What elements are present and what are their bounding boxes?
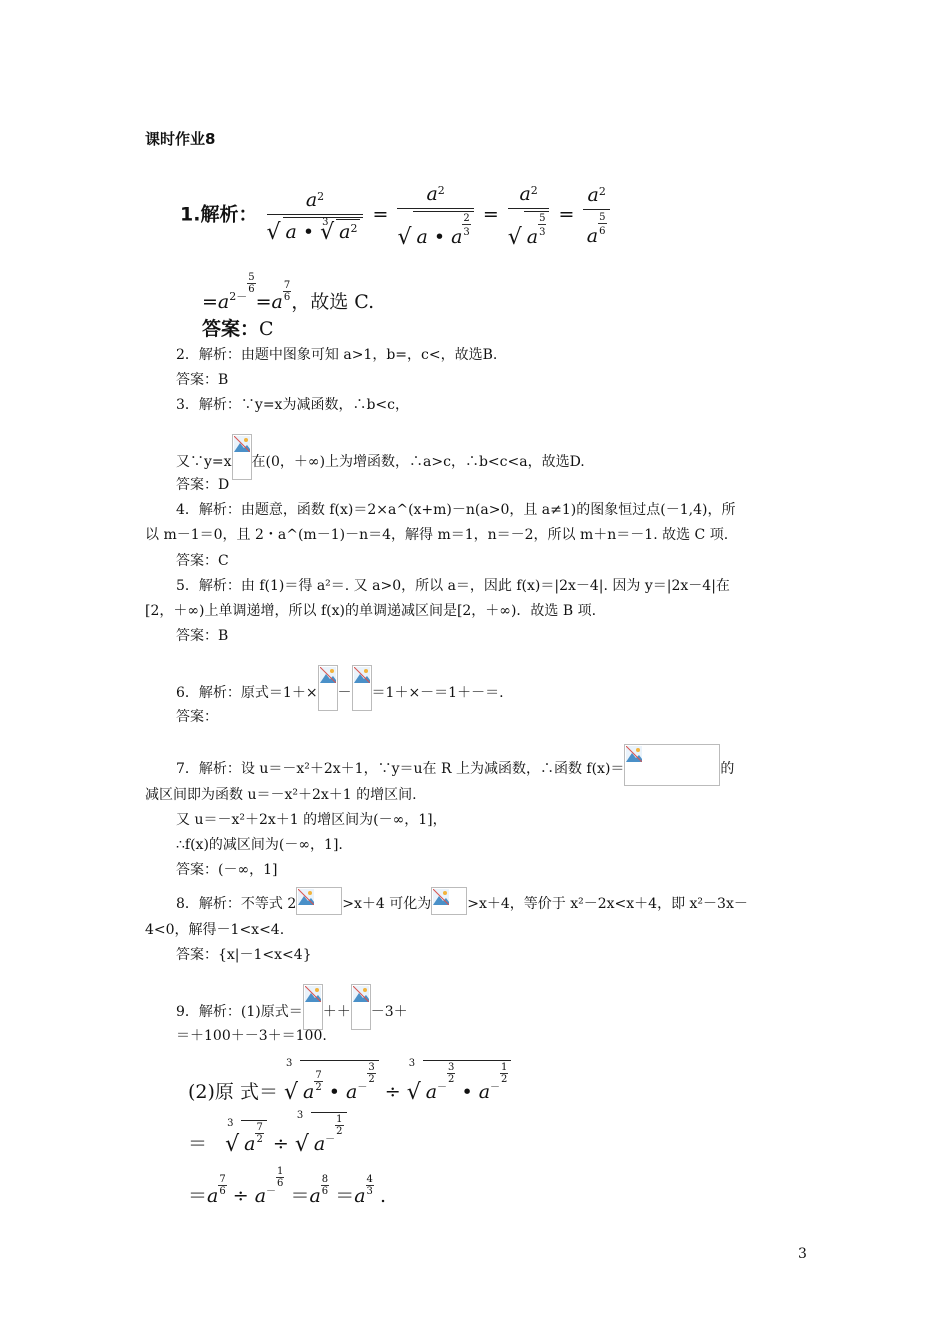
q4-answer: 答案：C bbox=[176, 553, 229, 569]
q1-line2-tail: ，故选 C. bbox=[291, 291, 375, 313]
q9-line1-mid: ＋＋ bbox=[322, 1004, 351, 1020]
q7-line4: ∴f(x)的减区间为(－∞，1]. bbox=[176, 837, 343, 853]
q7-line1-pre: 7．解析：设 u＝－x²＋2x＋1，∵y＝u在 R 上为减函数，∴函数 f(x)＝ bbox=[176, 761, 625, 777]
q7-line2: 减区间即为函数 u＝－x²＋2x＋1 的增区间. bbox=[145, 787, 417, 803]
q6-line bbox=[176, 665, 504, 711]
broken-image-icon bbox=[351, 984, 371, 1030]
q3-line2-pre: 又∵y=x bbox=[176, 454, 232, 470]
page-number: 3 bbox=[798, 1246, 807, 1262]
q3-answer: 答案：D bbox=[176, 477, 230, 493]
q9-part2-line3: ＝a $\frac{7}{6}$ ÷ $a^{- \frac{1}{6}}$ ＝a $\frac{8}{6}$ ＝a $\frac{4}{3}$ . bbox=[188, 1166, 387, 1207]
q3-line2 bbox=[176, 434, 585, 480]
q9-line2: ＝＋100＋－3＋＝100. bbox=[176, 1028, 327, 1044]
q9-part2-label: (2)原 式＝ bbox=[188, 1081, 278, 1103]
q1-formula: 1.解析： $a^2$ √ a • √ 3 $a^2$ = $a^2$ √ a • a $\frac{2}{3}$ = $a^2$ √ a $\frac{5}{3}$ = $a^2$ a $\frac{5}{6}$ bbox=[180, 183, 613, 248]
q3-line1: 3．解析：∵y=x为减函数，∴b<c， bbox=[176, 397, 409, 413]
q8-line1-c: >x＋4，等价于 x²－2x<x＋4，即 x²－3x－ bbox=[467, 896, 748, 912]
q6-pre: 6．解析：原式＝1＋× bbox=[176, 685, 318, 701]
q1-answer-value: C bbox=[259, 318, 274, 340]
broken-image-icon bbox=[352, 665, 372, 711]
q1-answer-label: 答案： bbox=[202, 318, 260, 340]
q8-line1-a: 8．解析：不等式 2 bbox=[176, 896, 297, 912]
q9-part2-line1: (2)原 式＝ √ 3 a $\frac{7}{2}$ • $a^{- \frac{3}{2}}$ ÷ √ 3 $a^{- \frac{3}{2}}$ • $a^{- \frac{1}{2}}$ bbox=[188, 1060, 511, 1104]
broken-image-icon bbox=[232, 434, 252, 480]
q1-line2: $=a^{2- \frac{5}{6}}$ =a $\frac{7}{6}$ ，故选 C. bbox=[202, 272, 375, 313]
broken-image-icon bbox=[303, 984, 323, 1030]
broken-image-icon bbox=[624, 744, 720, 786]
q6-post: ＝1＋×－＝1＋－＝. bbox=[371, 685, 504, 701]
q1-frac-3: $a^2$ √ a $\frac{5}{3}$ bbox=[508, 183, 550, 248]
q4-line1: 4．解析：由题意，函数 f(x)＝2×a^(x+m)－n(a>0，且 a≠1)的图象恒过点(－1,4)，所 bbox=[176, 502, 736, 518]
page-title: 课时作业8 bbox=[145, 130, 216, 148]
q8-line1-b: >x＋4 可化为 bbox=[342, 896, 432, 912]
q1-frac-2: $a^2$ √ a • a $\frac{2}{3}$ bbox=[397, 183, 473, 248]
q9-line1 bbox=[176, 984, 408, 1030]
q5-line2: [2，＋∞)上单调递增，所以 f(x)的单调递减区间是[2，＋∞)．故选 B 项. bbox=[145, 603, 597, 619]
broken-image-icon bbox=[296, 887, 342, 915]
q8-line2: 4<0，解得－1<x<4. bbox=[145, 922, 285, 938]
q7-answer: 答案：(－∞，1] bbox=[176, 862, 278, 878]
q9-part2-line2: ＝ √ 3 a $\frac{7}{2}$ ÷ √ 3 $a^{- \frac{1}{2}}$ bbox=[188, 1112, 347, 1156]
q2-text: 2．解析：由题中图象可知 a>1，b=，c<，故选B. bbox=[176, 347, 498, 363]
q9-line1-post: －3＋ bbox=[370, 1004, 408, 1020]
q1-label: 1.解析： bbox=[180, 203, 258, 226]
q8-answer: 答案：{x|－1<x<4} bbox=[176, 947, 312, 963]
broken-image-icon bbox=[318, 665, 338, 711]
broken-image-icon bbox=[431, 887, 467, 915]
q2-answer: 答案：B bbox=[176, 372, 229, 388]
q7-line1-post: 的 bbox=[720, 761, 735, 777]
q1-frac-4: $a^2$ a $\frac{5}{6}$ bbox=[583, 184, 609, 247]
q6-mid: － bbox=[337, 685, 352, 701]
q3-line2-post: 在(0，＋∞)上为增函数，∴a>c，∴b<c<a，故选D. bbox=[251, 454, 585, 470]
q6-answer: 答案： bbox=[176, 709, 218, 725]
q1-answer bbox=[202, 314, 274, 341]
q4-line2: 以 m－1＝0，且 2・a^(m－1)－n＝4，解得 m＝1，n＝－2，所以 m＋n＝－1. 故选 C 项. bbox=[145, 527, 729, 543]
q5-answer: 答案：B bbox=[176, 628, 229, 644]
q1-frac-1: $a^2$ √ a • √ 3 $a^2$ bbox=[267, 189, 364, 243]
q7-line3: 又 u＝－x²＋2x＋1 的增区间为(－∞，1]， bbox=[176, 812, 447, 828]
q7-line1 bbox=[176, 744, 734, 786]
q5-line1: 5．解析：由 f(1)＝得 a²＝. 又 a>0，所以 a＝，因此 f(x)＝|2x－4|. 因为 y＝|2x－4|在 bbox=[176, 578, 730, 594]
q8-line1 bbox=[176, 887, 748, 915]
q9-line1-pre: 9．解析：(1)原式＝ bbox=[176, 1004, 303, 1020]
